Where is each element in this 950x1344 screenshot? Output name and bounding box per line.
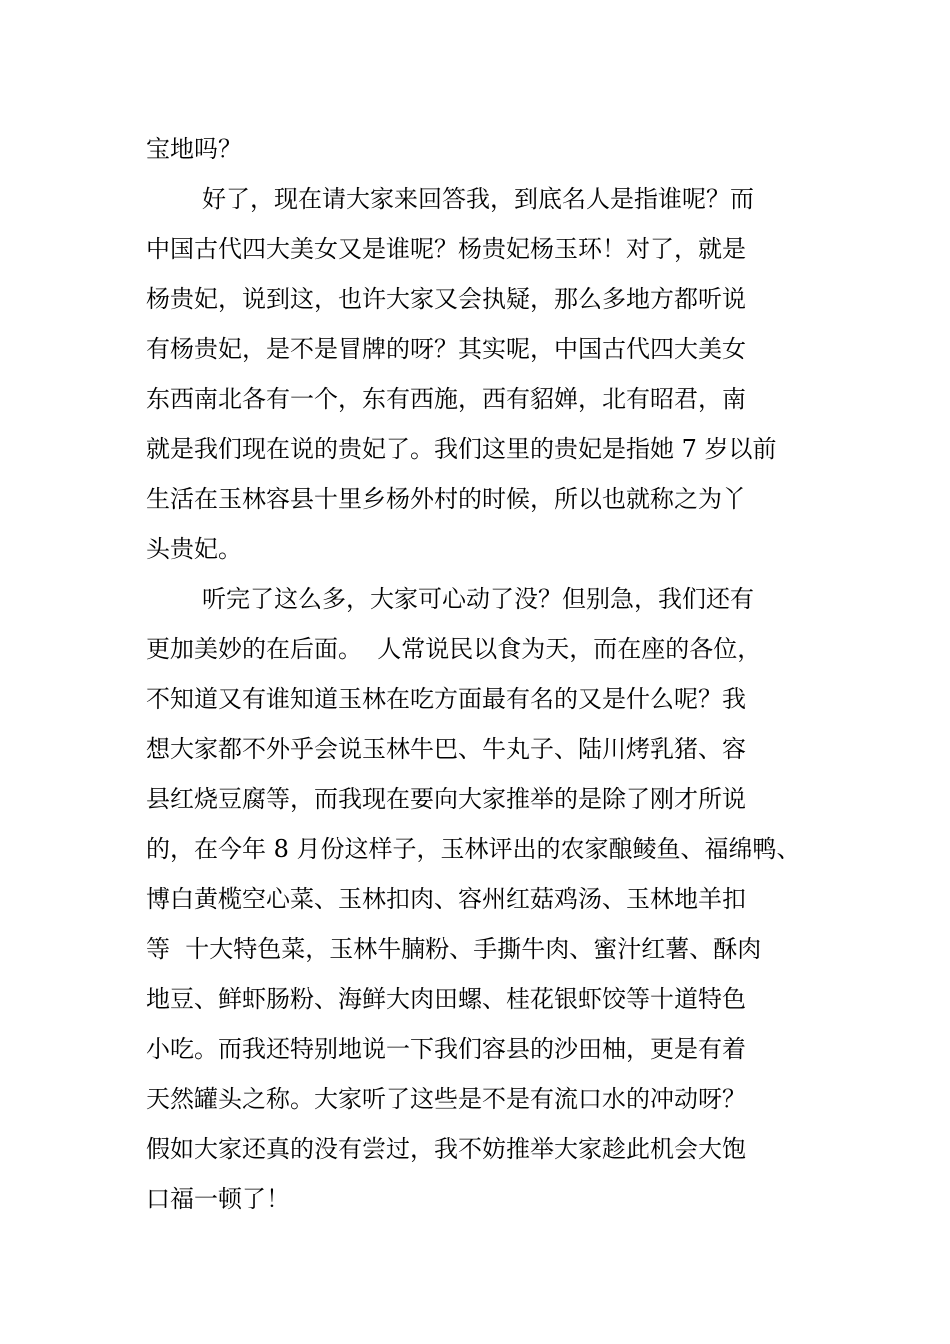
text-line: 口福一顿了！ — [146, 1185, 290, 1213]
text-line: 更加美妙的在后面。 人常说民以食为天，而在座的各位， — [146, 635, 762, 663]
text-line: 想大家都不外乎会说玉林牛巴、牛丸子、陆川烤乳猪、容 — [146, 735, 746, 763]
text-line: 小吃。而我还特别地说一下我们容县的沙田柚，更是有着 — [146, 1035, 746, 1063]
document-body — [146, 124, 826, 1224]
text-line: 东西南北各有一个，东有西施，西有貂婵，北有昭君，南 — [146, 385, 746, 413]
text-line: 宝地吗？ — [146, 135, 242, 163]
paragraph-first-line: 听完了这么多，大家可心动了没？但别急，我们还有 — [202, 585, 754, 613]
text-line: 博白黄榄空心菜、玉林扣肉、容州红菇鸡汤、玉林地羊扣 — [146, 885, 746, 913]
text-line: 假如大家还真的没有尝过，我不妨推举大家趁此机会大饱 — [146, 1135, 746, 1163]
text-line: 有杨贵妃，是不是冒牌的呀？其实呢，中国古代四大美女 — [146, 335, 746, 363]
text-line: 地豆、鲜虾肠粉、海鲜大肉田螺、桂花银虾饺等十道特色 — [146, 985, 746, 1013]
text-line: 等 十大特色菜，玉林牛腩粉、手撕牛肉、蜜汁红薯、酥肉 — [146, 935, 762, 963]
text-line: 就是我们现在说的贵妃了。我们这里的贵妃是指她 7 岁以前 — [146, 435, 777, 463]
text-line: 不知道又有谁知道玉林在吃方面最有名的又是什么呢？我 — [146, 685, 746, 713]
text-line: 生活在玉林容县十里乡杨外村的时候，所以也就称之为丫 — [146, 485, 746, 513]
text-line: 杨贵妃，说到这，也许大家又会执疑，那么多地方都听说 — [146, 285, 746, 313]
text-line: 头贵妃。 — [146, 535, 242, 563]
paragraph-first-line: 好了，现在请大家来回答我，到底名人是指谁呢？而 — [202, 185, 754, 213]
text-line: 中国古代四大美女又是谁呢？杨贵妃杨玉环！对了，就是 — [146, 235, 746, 263]
text-line: 天然罐头之称。大家听了这些是不是有流口水的冲动呀？ — [146, 1085, 746, 1113]
text-line: 的，在今年 8 月份这样子，玉林评出的农家酿鲮鱼、福绵鸭、 — [146, 835, 801, 863]
text-line: 县红烧豆腐等，而我现在要向大家推举的是除了刚才所说 — [146, 785, 746, 813]
